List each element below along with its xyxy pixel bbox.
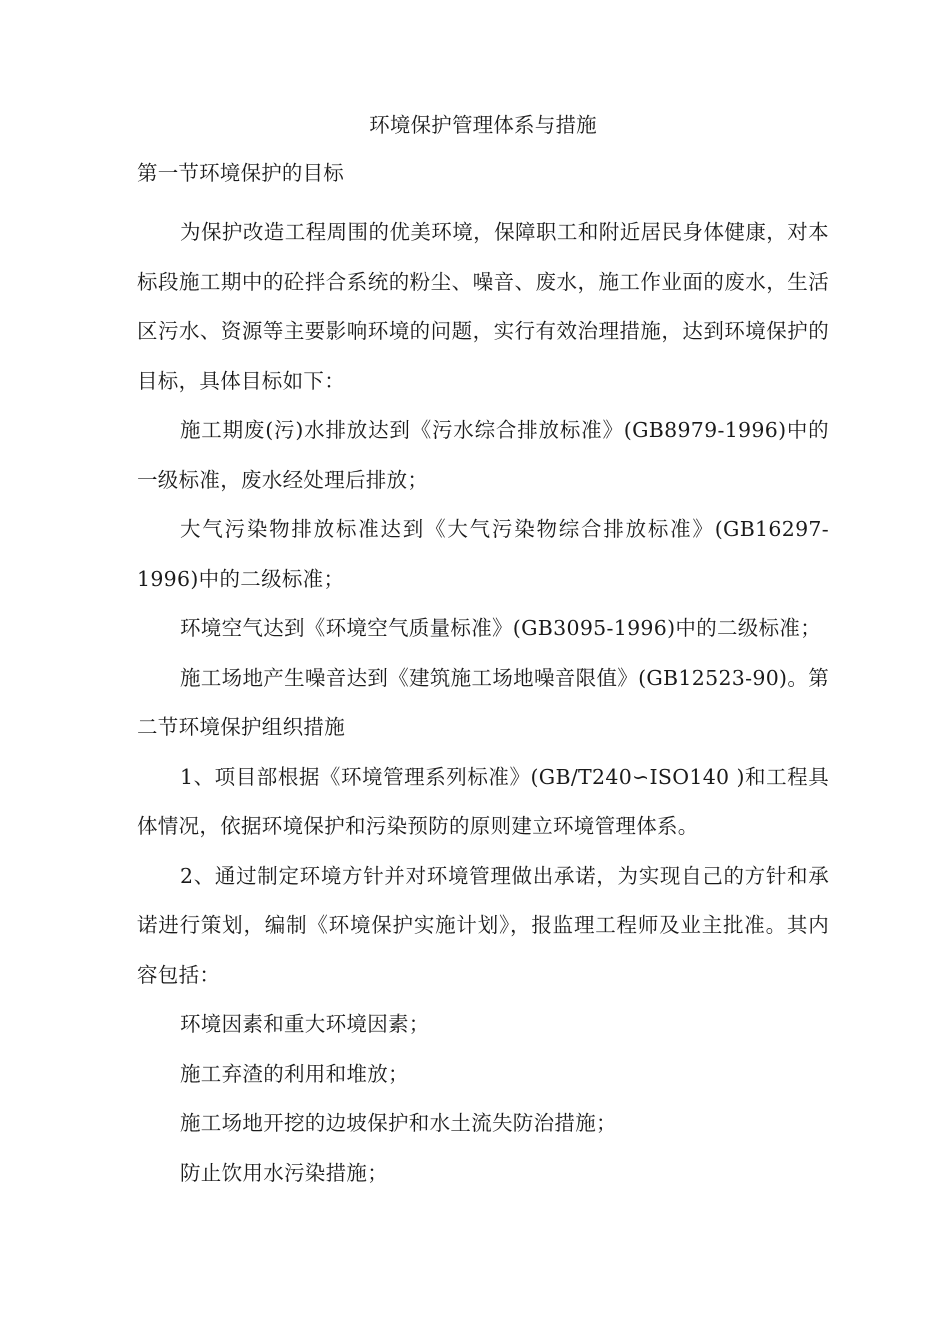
list-item-slope-protection: 施工场地开挖的边坡保护和水土流失防治措施； [180, 1111, 617, 1135]
paragraph-air-quality-standard: 环境空气达到《环境空气质量标准》(GB3095-1996)中的二级标准； [180, 616, 822, 640]
list-item-environment-factors: 环境因素和重大环境因素； [180, 1012, 430, 1036]
list-item-drinking-water: 防止饮用水污染措施； [180, 1160, 388, 1185]
document-title: 环境保护管理体系与措施 [369, 113, 597, 137]
paragraph-noise-standard: 施工场地产生噪音达到《建筑施工场地噪音限值》(GB12523-90)。第二节环境保护组织措施 [137, 665, 829, 739]
paragraph-environment-policy: 2、通过制定环境方针并对环境管理做出承诺，为实现自己的方针和承诺进行策划，编制《环境保护实施计划》，报监理工程师及业主批准。其内容包括： [137, 863, 829, 987]
paragraph-management-system: 1、项目部根据《环境管理系列标准》(GB/T240∽ISO140 )和工程具体情况，依据环境保护和污染预防的原则建立环境管理体系。 [137, 764, 829, 838]
section-heading: 第一节环境保护的目标 [137, 161, 344, 185]
paragraph-air-pollutant-standard: 大气污染物排放标准达到《大气污染物综合排放标准》(GB16297-1996)中的二级标准； [137, 517, 829, 591]
paragraph-goal-intro: 为保护改造工程周围的优美环境，保障职工和附近居民身体健康，对本标段施工期中的砼拌合系统的粉尘、噪音、废水，施工作业面的废水，生活区污水、资源等主要影响环境的问题，实行有效治理措施，达到环境保护的目标，具体目标如下： [137, 220, 829, 393]
paragraph-wastewater-standard: 施工期废(污)水排放达到《污水综合排放标准》(GB8979-1996)中的一级标准，废水经处理后排放； [137, 418, 829, 492]
list-item-waste-slag: 施工弃渣的利用和堆放； [180, 1061, 409, 1086]
